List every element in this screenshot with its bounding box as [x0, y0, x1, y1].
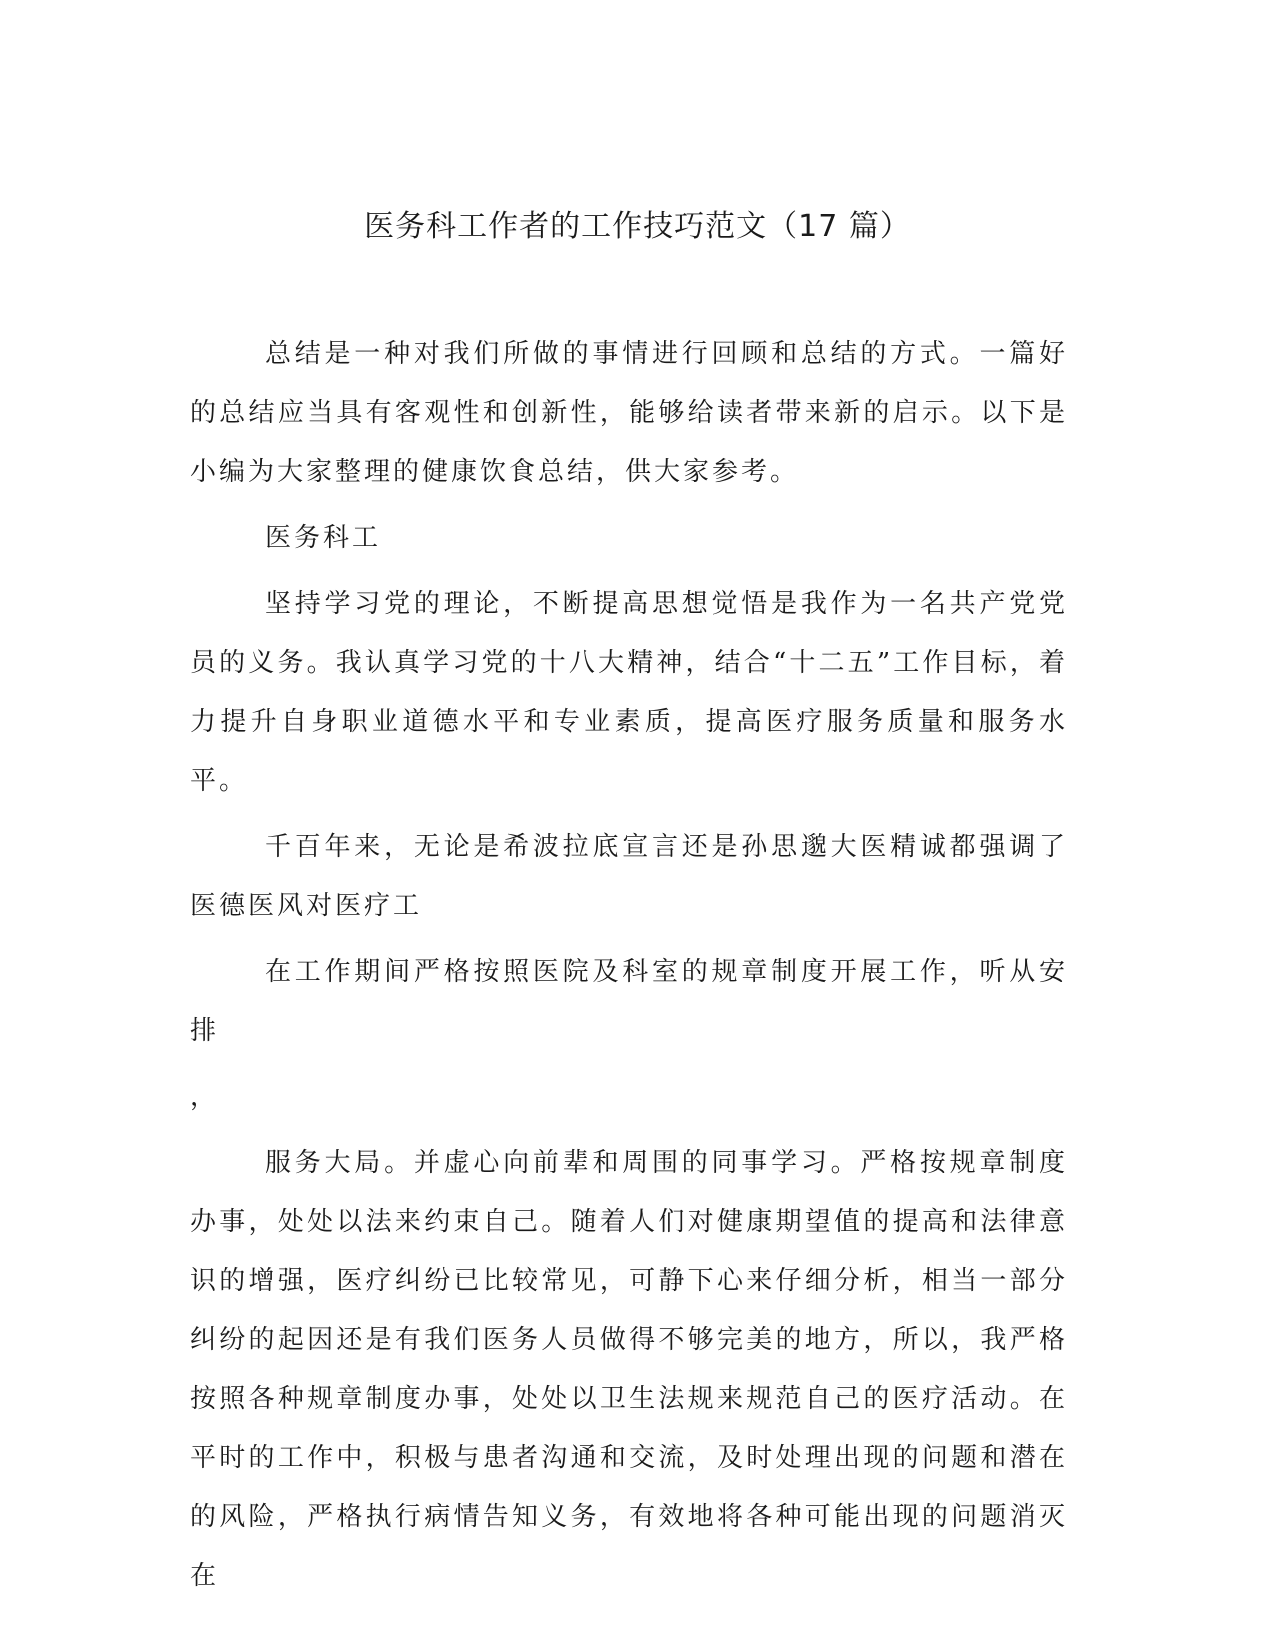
document-title: 医务科工作者的工作技巧范文（17 篇）	[364, 209, 911, 244]
paragraph-work-rules: 在工作期间严格按照医院及科室的规章制度开展工作，听从安排	[190, 957, 1068, 1046]
paragraph-medical-ethics: 千百年来，无论是希波拉底宣言还是孙思邈大医精诚都强调了医德医风对医疗工	[190, 832, 1068, 921]
paragraph-intro: 总结是一种对我们所做的事情进行回顾和总结的方式。一篇好的总结应当具有客观性和创新性，能够给读者带来新的启示。以下是小编为大家整理的健康饮食总结，供大家参考。	[190, 339, 1068, 487]
paragraph-service-overall: 服务大局。并虚心向前辈和周围的同事学习。严格按规章制度办事，处处以法来约束自己。随着人们对健康期望值的提高和法律意识的增强，医疗纠纷已比较常见，可静下心来仔细分析，相当一部分纠纷的起因还是有我们医务人员做得不够完美的地方，所以，我严格按照各种规章制度办事，处处以卫生法规来规范自己的医疗活动。在平时的工作中，积极与患者沟通和交流，及时处理出现的问题和潜在的风险，严格执行病情告知义务，有效地将各种可能出现的问题消灭在	[190, 1148, 1068, 1591]
paragraph-comma-line: ，	[190, 1082, 220, 1112]
paragraph-party-theory: 坚持学习党的理论，不断提高思想觉悟是我作为一名共产党党员的义务。我认真学习党的十八大精神，结合“十二五”工作目标，着力提升自身职业道德水平和专业素质，提高医疗服务质量和服务水平。	[190, 589, 1068, 796]
document-body	[190, 325, 1068, 1613]
paragraph-heading-fragment: 医务科工	[265, 523, 382, 553]
